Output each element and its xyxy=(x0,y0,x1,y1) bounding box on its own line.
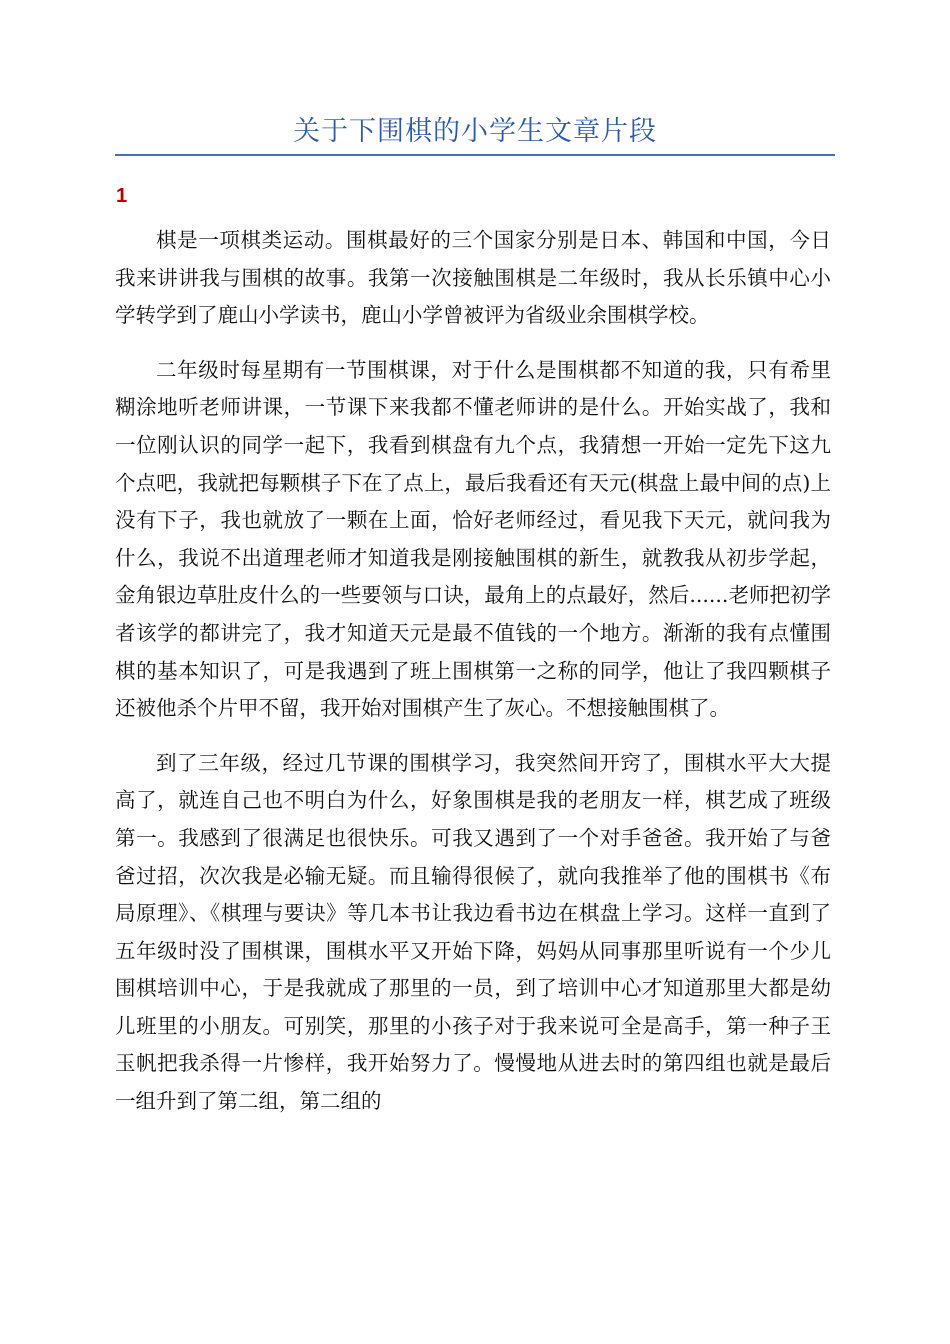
paragraph-2: 二年级时每星期有一节围棋课，对于什么是围棋都不知道的我，只有希里糊涂地听老师讲课，一节课下来我都不懂老师讲的是什么。开始实战了，我和一位刚认识的同学一起下，我看到棋盘有九个点，我猜想一开始一定先下这九个点吧，我就把每颗棋子下在了点上，最后我看还有天元(棋盘上最中间的点)上没有下子，我也就放了一颗在上面，恰好老师经过，看见我下天元，就问我为什么，我说不出道理老师才知道我是刚接触围棋的新生，就教我从初步学起，金角银边草肚皮什么的一些要领与口诀，最角上的点最好，然后......老师把初学者该学的都讲完了，我才知道天元是最不值钱的一个地方。渐渐的我有点懂围棋的基本知识了，可是我遇到了班上围棋第一之称的同学，他让了我四颗棋子还被他杀个片甲不留，我开始对围棋产生了灰心。不想接触围棋了。 xyxy=(115,357,831,721)
page-title: 关于下围棋的小学生文章片段 xyxy=(293,116,657,147)
title-underline-divider xyxy=(115,154,835,156)
paragraph-3: 到了三年级，经过几节课的围棋学习，我突然间开窍了，围棋水平大大提高了，就连自己也不明白为什么，好象围棋是我的老朋友一样，棋艺成了班级第一。我感到了很满足也很快乐。可我又遇到了一个对手爸爸。我开始了与爸爸过招，次次我是必输无疑。而且输得很候了，就向我推举了他的围棋书《布局原理》、《棋理与要诀》等几本书让我边看书边在棋盘上学习。这样一直到了五年级时没了围棋课，围棋水平又开始下降，妈妈从同事那里听说有一个少儿围棋培训中心，于是我就成了那里的一员，到了培训中心才知道那里大都是幼儿班里的小朋友。可别笑，那里的小孩子对于我来说可全是高手，第一种子王玉帆把我杀得一片惨样，我开始努力了。慢慢地从进去时的第四组也就是最后一组升到了第二组，第二组的 xyxy=(115,750,831,1114)
section-number: 1 xyxy=(116,185,128,207)
article-body xyxy=(115,222,831,1138)
paragraph-1: 棋是一项棋类运动。围棋最好的三个国家分别是日本、韩国和中国，今日我来讲讲我与围棋的故事。我第一次接触围棋是二年级时，我从长乐镇中心小学转学到了鹿山小学读书，鹿山小学曾被评为省级业余围棋学校。 xyxy=(115,228,831,328)
